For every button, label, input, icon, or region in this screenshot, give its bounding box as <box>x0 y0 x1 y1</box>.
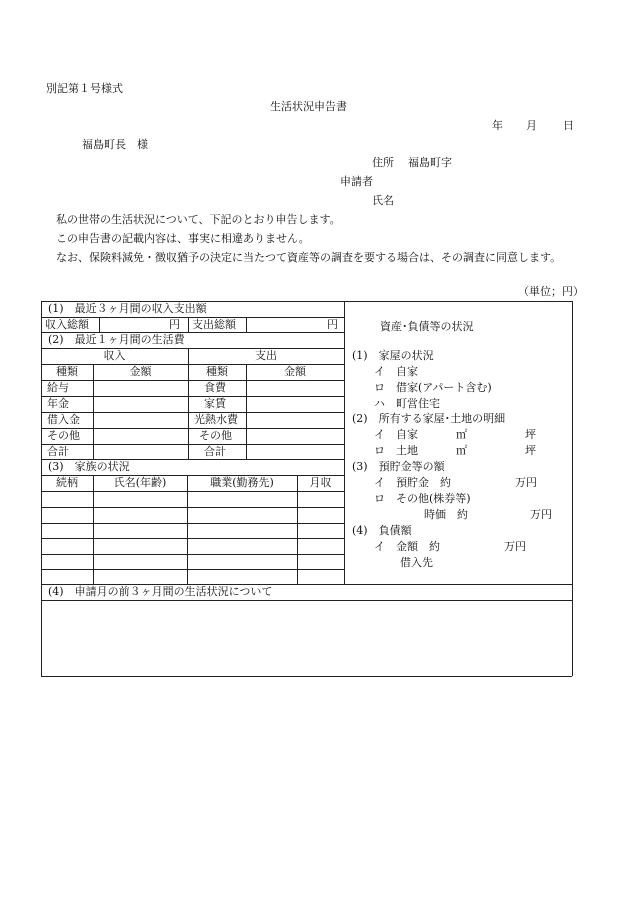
table-line <box>41 676 572 677</box>
applicant-label: 申請者 <box>340 175 373 188</box>
savings-deposit-label: イ 預貯金 約 <box>374 476 451 489</box>
table-line <box>41 412 344 413</box>
income-header: 収入 <box>103 349 126 362</box>
income-item: その他 <box>47 429 80 442</box>
man-yen-unit: 万円 <box>530 508 552 521</box>
yen-unit: 円 <box>327 318 338 331</box>
savings-title: (3) 預貯金等の額 <box>352 460 445 473</box>
table-line <box>188 317 189 332</box>
m2-unit: ㎡ <box>456 428 467 441</box>
m2-unit: ㎡ <box>456 444 467 457</box>
type-header: 種類 <box>56 365 78 378</box>
table-line <box>41 554 344 555</box>
section-4-title: (4) 申請月の前３ヶ月間の生活状況について <box>48 585 273 598</box>
income-item: 年金 <box>47 397 69 410</box>
debt-title: (4) 負債額 <box>352 524 412 537</box>
address-value: 福島町字 <box>408 156 452 169</box>
house-item: ハ 町営住宅 <box>374 397 440 410</box>
table-line <box>41 491 344 492</box>
family-header-income: 月収 <box>309 476 332 489</box>
man-yen-unit: 万円 <box>515 476 537 489</box>
amount-header: 金額 <box>284 365 306 378</box>
expense-item: 光熱水費 <box>194 413 238 426</box>
debt-amount-label: イ 金額 約 <box>374 540 440 553</box>
table-line <box>41 600 572 601</box>
table-line <box>41 538 344 539</box>
section-3-title: (3) 家族の状況 <box>48 460 130 473</box>
table-line <box>93 475 94 584</box>
yen-unit: 円 <box>169 318 180 331</box>
expense-item: その他 <box>199 429 232 442</box>
expense-header: 支出 <box>255 349 277 362</box>
date-month-label: 月 <box>526 119 537 132</box>
table-line <box>572 301 573 676</box>
land-land-label: ロ 土地 <box>374 444 418 457</box>
table-line <box>41 380 344 381</box>
income-item: 借入金 <box>47 413 80 426</box>
unit-note: （単位；円） <box>518 285 584 298</box>
expense-item: 合計 <box>204 445 226 458</box>
addressee: 福島町長 様 <box>82 138 148 151</box>
man-yen-unit: 万円 <box>504 540 526 553</box>
debt-lender-label: 借入先 <box>400 556 433 569</box>
market-value-label: 時価 約 <box>424 508 468 521</box>
house-item: イ 自家 <box>374 365 418 378</box>
address-label: 住所 <box>372 156 394 169</box>
expense-item: 家賃 <box>204 397 226 410</box>
table-line <box>41 396 344 397</box>
tsubo-unit: 坪 <box>525 428 536 441</box>
name-label: 氏名 <box>372 194 394 207</box>
table-line <box>41 428 344 429</box>
table-line <box>41 507 344 508</box>
table-line <box>344 301 345 584</box>
table-line <box>297 475 298 584</box>
declaration-paragraph-2: この申告書の記載内容は、事実に相違ありません。 <box>56 232 310 245</box>
date-day-label: 日 <box>563 119 574 132</box>
table-line <box>187 475 188 584</box>
form-label: 別記第１号様式 <box>46 82 123 95</box>
expense-item: 食費 <box>204 381 226 394</box>
table-line <box>41 444 344 445</box>
land-own-label: イ 自家 <box>374 428 418 441</box>
house-status-title: (1) 家屋の状況 <box>352 349 434 362</box>
income-total-label: 収入総額 <box>45 318 89 331</box>
income-item: 給与 <box>47 381 69 394</box>
date-year-label: 年 <box>492 119 503 132</box>
amount-header: 金額 <box>129 365 152 378</box>
type-header: 種類 <box>206 365 228 378</box>
tsubo-unit: 坪 <box>525 444 536 457</box>
table-line <box>246 317 247 332</box>
savings-other-label: ロ その他(株券等) <box>374 492 471 505</box>
family-header-relation: 続柄 <box>56 476 78 489</box>
table-line <box>99 317 100 332</box>
land-title: (2) 所有する家屋･土地の明細 <box>352 412 506 425</box>
section-1-title: (1) 最近３ヶ月間の収入支出額 <box>48 302 207 315</box>
document-title: 生活状況申告書 <box>270 100 347 113</box>
family-header-occupation: 職業(勤務先) <box>210 476 274 489</box>
table-line <box>41 569 344 570</box>
income-item: 合計 <box>47 445 69 458</box>
section-2-title: (2) 最近１ヶ月間の生活費 <box>48 333 185 346</box>
assets-title: 資産･負債等の状況 <box>380 320 474 333</box>
table-line <box>41 523 344 524</box>
declaration-paragraph-1: 私の世帯の生活状況について、下記のとおり申告します。 <box>56 213 341 226</box>
house-item: ロ 借家(アパート含む) <box>374 381 492 394</box>
expense-total-label: 支出総額 <box>192 318 236 331</box>
family-header-name: 氏名(年齢) <box>113 476 167 489</box>
declaration-paragraph-3: なお、保険料減免・徴収猶予の決定に当たつて資産等の調査を要する場合は、その調査に同意します。 <box>56 251 562 264</box>
